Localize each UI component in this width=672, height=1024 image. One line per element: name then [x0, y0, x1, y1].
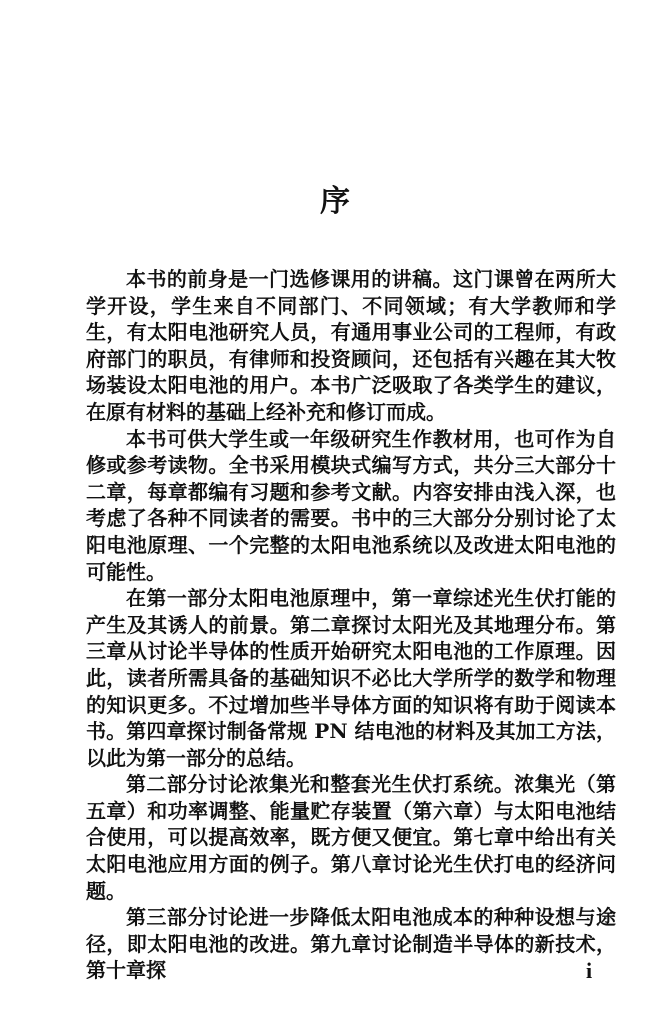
- paragraph-1: 本书的前身是一门选修课用的讲稿。这门课曾在两所大学开设，学生来自不同部门、不同领域；有大学教师和学生，有太阳电池研究人员，有通用事业公司的工程师，有政府部门的职员，有律师和投资顾问，还包括有兴趣在其大牧场装设太阳电池的用户。本书广泛吸取了各类学生的建议，在原有材料的基础上经补充和修订而成。: [86, 267, 616, 424]
- paragraph-2: 本书可供大学生或一年级研究生作教材用，也可作为自修或参考读物。全书采用模块式编写方式，共分三大部分十二章，每章都编有习题和参考文献。内容安排由浅入深，也考虑了各种不同读者的需要。书中的三大部分分别讨论了太阳电池原理、一个完整的太阳电池系统以及改进太阳电池的可能性。: [86, 426, 616, 584]
- preface-title: 序: [320, 184, 352, 219]
- paragraph-5: 第三部分讨论进一步降低太阳电池成本的种种设想与途径，即太阳电池的改进。第九章讨论制造半导体的新技术，第十章探: [86, 905, 616, 983]
- page-number: i: [586, 958, 593, 983]
- paragraph-3: 在第一部分太阳电池原理中，第一章综述光生伏打能的产生及其诱人的前景。第二章探讨太阳光及其地理分布。第三章从讨论半导体的性质开始研究太阳电池的工作原理。因此，读者所需具备的基础知识不必比大学所学的数学和物理的知识更多。不过增加些半导体方面的知识将有助于阅读本书。第四章探讨制备常规 PN 结电池的材料及其加工方法，以此为第一部分的总结。: [86, 586, 616, 770]
- paragraph-4: 第二部分讨论浓集光和整套光生伏打系统。浓集光（第五章）和功率调整、能量贮存装置（第六章）与太阳电池结合使用，可以提高效率，既方便又便宜。第七章中给出有关太阳电池应用方面的例子。第八章讨论光生伏打电的经济问题。: [86, 772, 616, 903]
- preface-body: [86, 266, 616, 984]
